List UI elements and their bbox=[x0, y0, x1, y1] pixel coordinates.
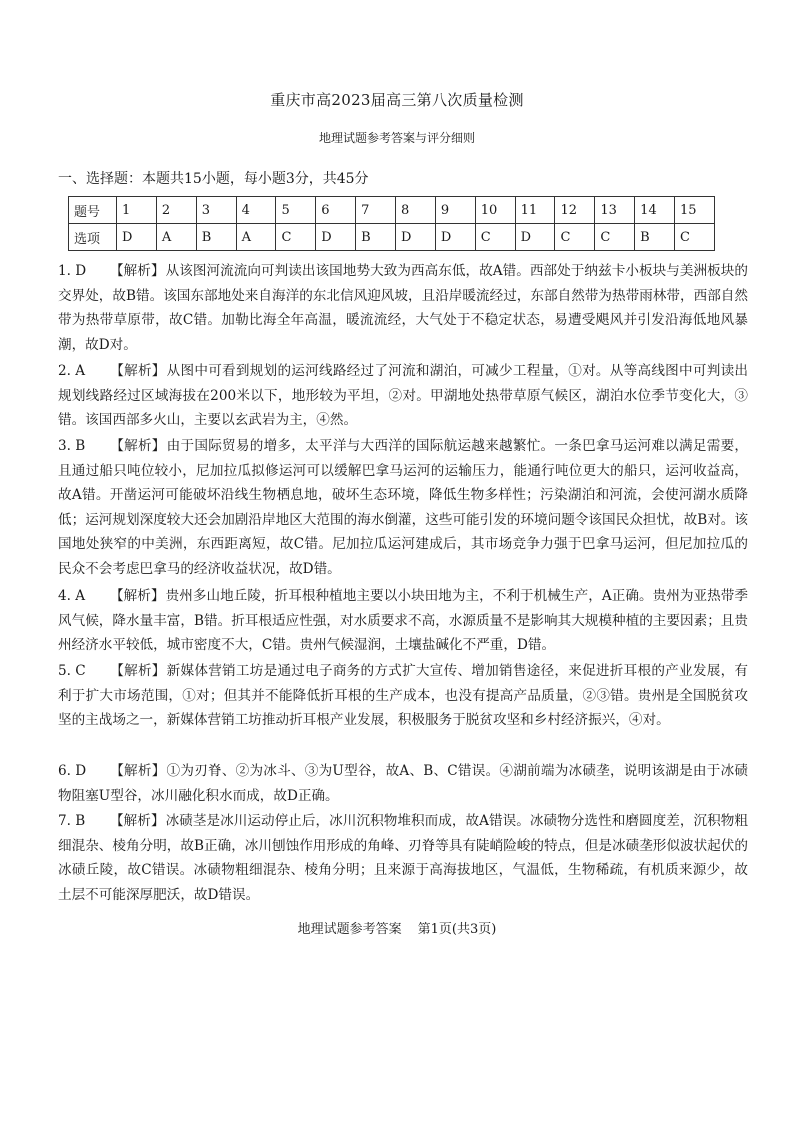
page-footer bbox=[0, 918, 794, 937]
question-number-cell: 4 bbox=[236, 197, 276, 224]
analysis-tag: 【解析】 bbox=[110, 438, 166, 454]
explanation-text: 贵州多山地丘陵，折耳根种植地主要以小块田地为主，不利于机械生产，A正确。贵州为亚热带季风气候，降水量丰富，B错。折耳根适应性强，对水质要求不高，水源质量不是影响其大规模种植的主要因素；且贵州经济水平较低，城市密度不大，C错。贵州气候湿润，土壤盐碱化不严重，D错。 bbox=[58, 588, 748, 653]
analysis-tag: 【解析】 bbox=[110, 263, 165, 279]
explanation-text: 从图中可看到规划的运河线路经过了河流和湖泊，可减少工程量，①对。从等高线图中可判读出规划线路经过区域海拔在200米以下，地形较为平坦，②对。甲湖地处热带草原气候区，湖泊水位季节变化大，③错。该国西部多火山，主要以玄武岩为主，④然。 bbox=[58, 363, 749, 428]
explanation-text: ①为刃脊、②为冰斗、③为U型谷，故A、B、C错误。④湖前端为冰碛垄，说明该湖是由于冰碛物阻塞U型谷，冰川融化积水而成，故D正确。 bbox=[58, 763, 748, 804]
question-number-cell: 5 bbox=[276, 197, 316, 224]
answer-cell: B bbox=[196, 224, 236, 251]
explanation-item-6 bbox=[58, 759, 748, 808]
row-label-answer: 选项 bbox=[69, 224, 117, 251]
answer-cell: C bbox=[595, 224, 635, 251]
document-subtitle: 地理试题参考答案与评分细则 bbox=[318, 131, 475, 145]
item-number: 3. B bbox=[58, 438, 86, 454]
question-number-cell: 9 bbox=[435, 197, 475, 224]
analysis-tag: 【解析】 bbox=[110, 663, 166, 679]
answer-cell: D bbox=[316, 224, 356, 251]
explanation-item-3 bbox=[58, 434, 748, 581]
explanation-text: 冰碛茎是冰川运动停止后，冰川沉积物堆积而成，故A错误。冰碛物分选性和磨圆度差，沉积物粗细混杂、棱角分明，故B正确，冰川刨蚀作用形成的角峰、刃脊等具有陡峭险峻的特点，但是冰碛垄形似波状起伏的冰碛丘陵，故C错误。冰碛物粗细混杂、棱角分明；且来源于高海拔地区，气温低，生物稀疏，有机质来源少，故土层不可能深厚肥沃，故D错误。 bbox=[58, 813, 748, 903]
item-number: 2. A bbox=[58, 363, 86, 379]
answer-cell: B bbox=[356, 224, 396, 251]
analysis-tag: 【解析】 bbox=[110, 763, 166, 779]
question-number-cell: 6 bbox=[316, 197, 356, 224]
item-number: 4. A bbox=[58, 588, 86, 604]
item-number: 6. D bbox=[58, 763, 87, 779]
explanation-text: 从该图河流流向可判读出该国地势大致为西高东低，故A错。西部处于纳兹卡小板块与美洲板块的交界处，故B错。该国东部地处来自海洋的东北信风迎风坡，且沿岸暖流经过，东部自然带为热带雨林带，西部自然带为热带草原带，故C错。加勒比海全年高温，暖流流经，大气处于不稳定状态，易遭受飓风并引发沿海低地风暴潮，故D对。 bbox=[58, 263, 748, 353]
question-number-cell: 14 bbox=[635, 197, 675, 224]
question-number-cell: 13 bbox=[595, 197, 635, 224]
question-number-cell: 3 bbox=[196, 197, 236, 224]
question-number-cell: 10 bbox=[475, 197, 515, 224]
question-number-cell: 11 bbox=[515, 197, 555, 224]
explanation-text: 新媒体营销工坊是通过电子商务的方式扩大宣传、增加销售途径，来促进折耳根的产业发展，有利于扩大市场范围，①对；但其并不能降低折耳根的生产成本，也没有提高产品质量，②③错。贵州是全国脱贫攻坚的主战场之一，新媒体营销工坊推动折耳根产业发展，积极服务于脱贫攻坚和乡村经济振兴，④对。 bbox=[58, 663, 749, 728]
answer-cell: D bbox=[117, 224, 157, 251]
question-number-cell: 8 bbox=[396, 197, 436, 224]
question-number-cell: 2 bbox=[156, 197, 196, 224]
answer-cell: D bbox=[515, 224, 555, 251]
analysis-tag: 【解析】 bbox=[110, 813, 165, 829]
answer-row bbox=[69, 224, 715, 251]
answer-cell: D bbox=[396, 224, 436, 251]
row-label-question: 题号 bbox=[69, 197, 117, 224]
explanation-item-2 bbox=[58, 359, 748, 433]
item-number: 5. C bbox=[58, 663, 86, 679]
question-number-row bbox=[69, 197, 715, 224]
item-number: 1. D bbox=[58, 263, 87, 279]
answer-cell: C bbox=[555, 224, 595, 251]
explanation-item-5 bbox=[58, 659, 748, 733]
footer-doc-name: 地理试题参考答案 bbox=[297, 922, 402, 937]
footer-page-number: 第1页(共3页) bbox=[417, 922, 497, 937]
answer-cell: B bbox=[635, 224, 675, 251]
analysis-tag: 【解析】 bbox=[110, 363, 166, 379]
explanation-text: 由于国际贸易的增多，太平洋与大西洋的国际航运越来越繁忙。一条巴拿马运河难以满足需要，且通过船只吨位较小，尼加拉瓜拟修运河可以缓解巴拿马运河的运输压力，能通行吨位更大的船只，运河收益高，故A错。开凿运河可能破坏沿线生物栖息地，破坏生态环境，降低生物多样性；污染湖泊和河流，会使河湖水质降低；运河规划深度较大还会加剧沿岸地区大范围的海水倒灌，这些可能引发的环境问题令该国民众担忧，故B对。该国地处狭窄的中美洲，东西距离短，故C错。尼加拉瓜运河建成后，其市场竞争力强于巴拿马运河，但尼加拉瓜的民众不会考虑巴拿马的经济收益状况，故D错。 bbox=[58, 438, 749, 577]
section-heading: 一、选择题：本题共15小题，每小题3分，共45分 bbox=[58, 171, 369, 187]
question-number-cell: 12 bbox=[555, 197, 595, 224]
answer-cell: A bbox=[236, 224, 276, 251]
answer-table bbox=[68, 196, 715, 251]
explanation-item-1 bbox=[58, 259, 748, 357]
question-number-cell: 7 bbox=[356, 197, 396, 224]
answer-cell: A bbox=[156, 224, 196, 251]
question-number-cell: 1 bbox=[117, 197, 157, 224]
explanation-item-7 bbox=[58, 809, 748, 907]
answer-cell: D bbox=[435, 224, 475, 251]
answer-cell: C bbox=[475, 224, 515, 251]
answer-cell: C bbox=[675, 224, 715, 251]
analysis-tag: 【解析】 bbox=[110, 588, 165, 604]
item-number: 7. B bbox=[58, 813, 86, 829]
explanation-item-4 bbox=[58, 584, 748, 658]
question-number-cell: 15 bbox=[675, 197, 715, 224]
document-title: 重庆市高2023届高三第八次质量检测 bbox=[270, 91, 524, 109]
answer-cell: C bbox=[276, 224, 316, 251]
